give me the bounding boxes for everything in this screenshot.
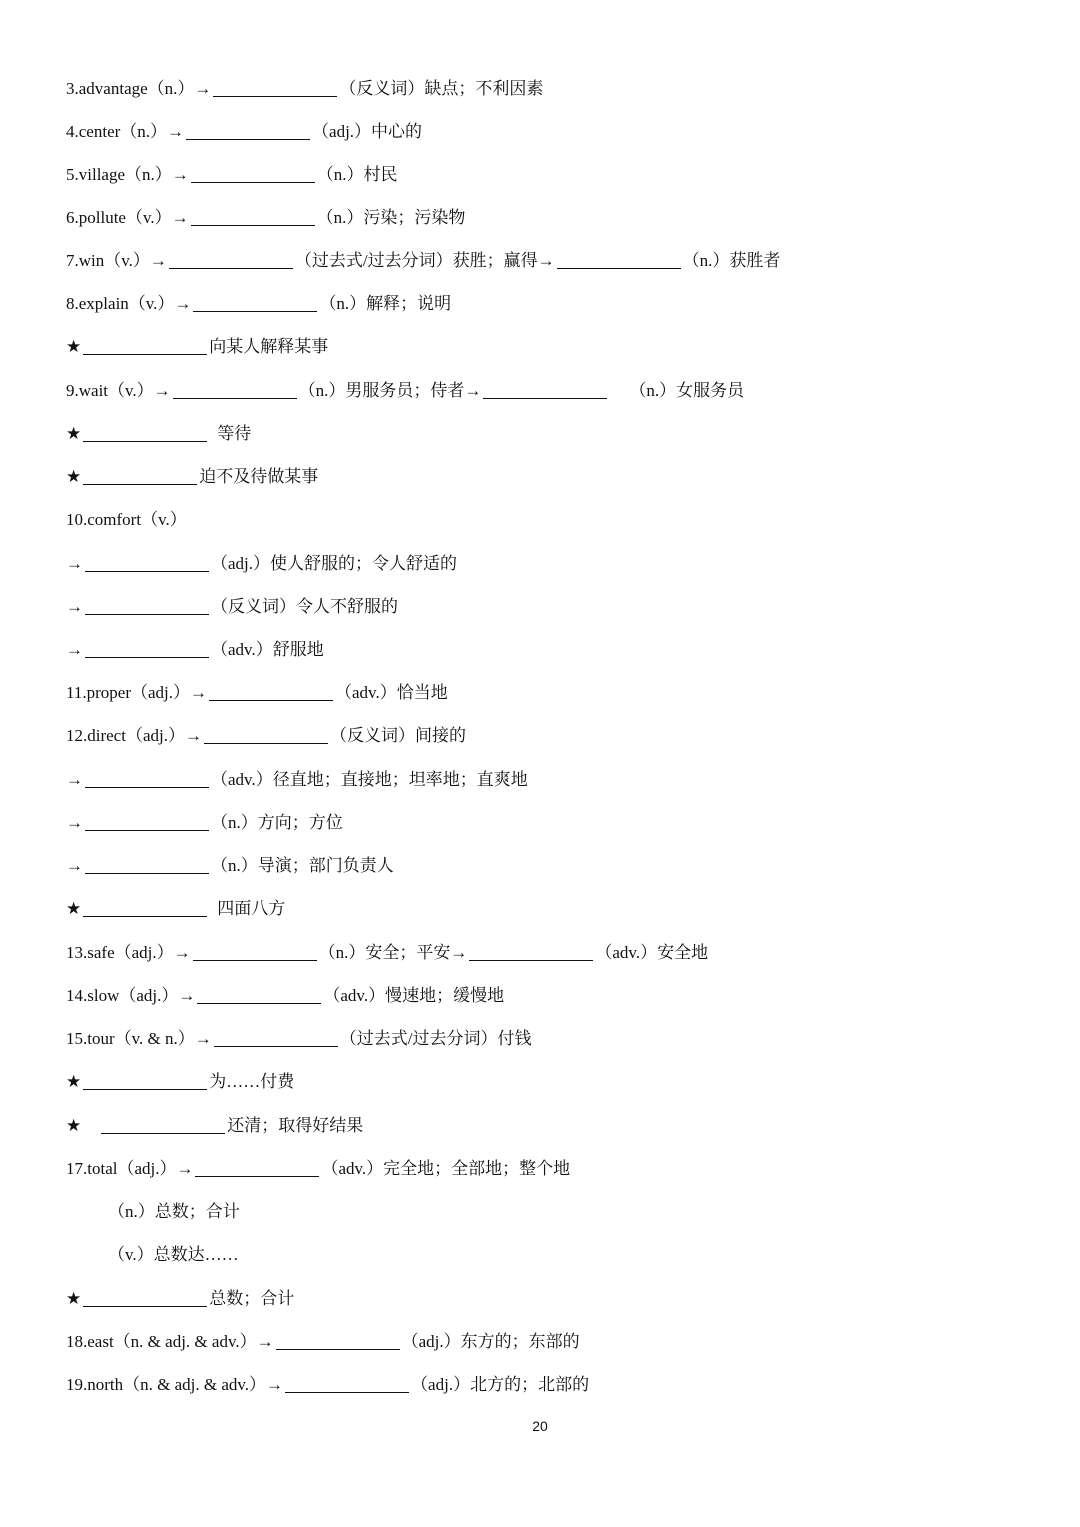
answer-blank[interactable]: [483, 378, 607, 399]
item-text: （adv.）慢速地；缓慢地: [323, 986, 505, 1005]
item-5: [66, 158, 398, 186]
item-text: 总数；合计: [209, 1289, 295, 1308]
answer-blank[interactable]: [193, 940, 317, 961]
item-10b: [66, 590, 398, 618]
item-text: 12.direct（adj.）→: [66, 726, 202, 745]
item-text: （n.）女服务员: [629, 381, 745, 400]
item-13: [66, 936, 708, 964]
item-7: [66, 244, 780, 272]
arrow: →: [66, 597, 83, 616]
answer-blank[interactable]: [173, 378, 297, 399]
answer-blank[interactable]: [276, 1329, 400, 1350]
arrow: →: [66, 770, 83, 789]
phrase-9a: [66, 417, 251, 445]
star-icon: ★: [66, 899, 82, 918]
star-icon: ★: [66, 337, 82, 356]
item-text: （adj.）东方的；东部的: [401, 1332, 580, 1351]
answer-blank[interactable]: [83, 464, 197, 485]
item-text: 19.north（n. & adj. & adv.）→: [66, 1375, 284, 1394]
item-14: [66, 979, 504, 1007]
item-text: （adv.）径直地；直接地；坦率地；直爽地: [211, 770, 528, 789]
answer-blank[interactable]: [83, 421, 207, 442]
item-text: 17.total（adj.）→: [66, 1159, 194, 1178]
item-17: [66, 1152, 570, 1180]
answer-blank[interactable]: [85, 810, 209, 831]
item-text: （v.）总数达……: [108, 1245, 239, 1264]
item-text: 10.comfort（v.）: [66, 510, 187, 529]
star-icon: ★: [66, 467, 82, 486]
phrase-17: [66, 1282, 294, 1310]
item-11: [66, 676, 448, 704]
answer-blank[interactable]: [195, 1156, 319, 1177]
item-10c: [66, 633, 324, 661]
item-text: 14.slow（adj.）→: [66, 986, 196, 1005]
item-text: 四面八方: [217, 899, 286, 918]
phrase-15b: [66, 1109, 363, 1137]
item-text: 11.proper（adj.）→: [66, 683, 208, 702]
answer-blank[interactable]: [85, 767, 209, 788]
phrase-8: [66, 330, 328, 358]
page-number: 20: [532, 1418, 548, 1434]
item-text: （adj.）使人舒服的；令人舒适的: [211, 554, 458, 573]
arrow: →: [66, 640, 83, 659]
item-text: （adv.）恰当地: [335, 683, 448, 702]
item-text: （反义词）缺点；不利因素: [339, 79, 544, 98]
item-text: （adv.）舒服地: [211, 640, 324, 659]
item-10a: [66, 547, 457, 575]
star-icon: ★: [66, 424, 82, 443]
item-12b: [66, 806, 343, 834]
phrase-12: [66, 892, 285, 920]
item-text: （反义词）令人不舒服的: [211, 597, 398, 616]
item-text: （adv.）完全地；全部地；整个地: [321, 1159, 571, 1178]
answer-blank[interactable]: [83, 1069, 207, 1090]
answer-blank[interactable]: [85, 637, 209, 658]
item-text: 等待: [217, 424, 252, 443]
answer-blank[interactable]: [285, 1372, 409, 1393]
answer-blank[interactable]: [169, 248, 293, 269]
answer-blank[interactable]: [214, 1026, 338, 1047]
item-10: [66, 503, 187, 531]
item-text: 13.safe（adj.）→: [66, 943, 191, 962]
answer-blank[interactable]: [204, 723, 328, 744]
answer-blank[interactable]: [85, 594, 209, 615]
answer-blank[interactable]: [83, 1286, 207, 1307]
item-text: 6.pollute（v.）→: [66, 208, 189, 227]
item-12: [66, 719, 466, 747]
item-17a: [108, 1195, 240, 1223]
item-text: 18.east（n. & adj. & adv.）→: [66, 1332, 274, 1351]
phrase-15a: [66, 1065, 294, 1093]
item-6: [66, 201, 465, 229]
arrow: →: [66, 554, 83, 573]
item-12c: [66, 849, 394, 877]
item-19: [66, 1368, 589, 1396]
star-icon: ★: [66, 1072, 82, 1091]
item-text: （n.）村民: [316, 165, 398, 184]
item-text: （adj.）北方的；北部的: [411, 1375, 590, 1394]
star-icon: ★: [66, 1289, 82, 1308]
item-15: [66, 1022, 532, 1050]
item-text: （n.）安全；平安→: [318, 943, 468, 962]
item-text: （n.）导演；部门负责人: [211, 856, 394, 875]
answer-blank[interactable]: [213, 76, 337, 97]
answer-blank[interactable]: [85, 551, 209, 572]
answer-blank[interactable]: [85, 853, 209, 874]
answer-blank[interactable]: [186, 119, 310, 140]
item-text: 9.wait（v.）→: [66, 381, 171, 400]
item-text: 4.center（n.）→: [66, 122, 185, 141]
item-text: （n.）获胜者: [682, 251, 781, 270]
answer-blank[interactable]: [101, 1113, 225, 1134]
star-icon: ★: [66, 1116, 82, 1135]
item-text: 15.tour（v. & n.）→: [66, 1029, 212, 1048]
item-12a: [66, 763, 528, 791]
item-text: （n.）总数；合计: [108, 1202, 240, 1221]
item-text: （n.）解释；说明: [319, 294, 452, 313]
item-text: 3.advantage（n.）→: [66, 79, 212, 98]
answer-blank[interactable]: [191, 205, 315, 226]
answer-blank[interactable]: [557, 248, 681, 269]
item-text: 迫不及待做某事: [199, 467, 319, 486]
answer-blank[interactable]: [193, 291, 317, 312]
item-3: [66, 72, 543, 100]
answer-blank[interactable]: [191, 162, 315, 183]
item-text: （反义词）间接的: [329, 726, 466, 745]
item-text: 5.village（n.）→: [66, 165, 189, 184]
item-text: 向某人解释某事: [209, 337, 329, 356]
phrase-9b: [66, 460, 318, 488]
item-8: [66, 287, 451, 315]
item-text: 7.win（v.）→: [66, 251, 167, 270]
arrow: →: [66, 856, 83, 875]
arrow: →: [66, 813, 83, 832]
item-text: （过去式/过去分词）付钱: [339, 1029, 532, 1048]
item-text: （n.）方向；方位: [211, 813, 343, 832]
item-text: 为……付费: [209, 1072, 295, 1091]
item-18: [66, 1325, 580, 1353]
item-9: [66, 374, 744, 402]
item-17b: [108, 1238, 239, 1266]
item-4: [66, 115, 422, 143]
item-text: （n.）污染；污染物: [316, 208, 466, 227]
answer-blank[interactable]: [469, 940, 593, 961]
item-text: 8.explain（v.）→: [66, 294, 192, 313]
item-text: （n.）男服务员；侍者→: [298, 381, 482, 400]
item-text: （adj.）中心的: [312, 122, 423, 141]
answer-blank[interactable]: [209, 680, 333, 701]
item-text: （adv.）安全地: [595, 943, 709, 962]
answer-blank[interactable]: [197, 983, 321, 1004]
item-text: 还清；取得好结果: [227, 1116, 364, 1135]
answer-blank[interactable]: [83, 896, 207, 917]
answer-blank[interactable]: [83, 334, 207, 355]
item-text: （过去式/过去分词）获胜；赢得→: [294, 251, 555, 270]
